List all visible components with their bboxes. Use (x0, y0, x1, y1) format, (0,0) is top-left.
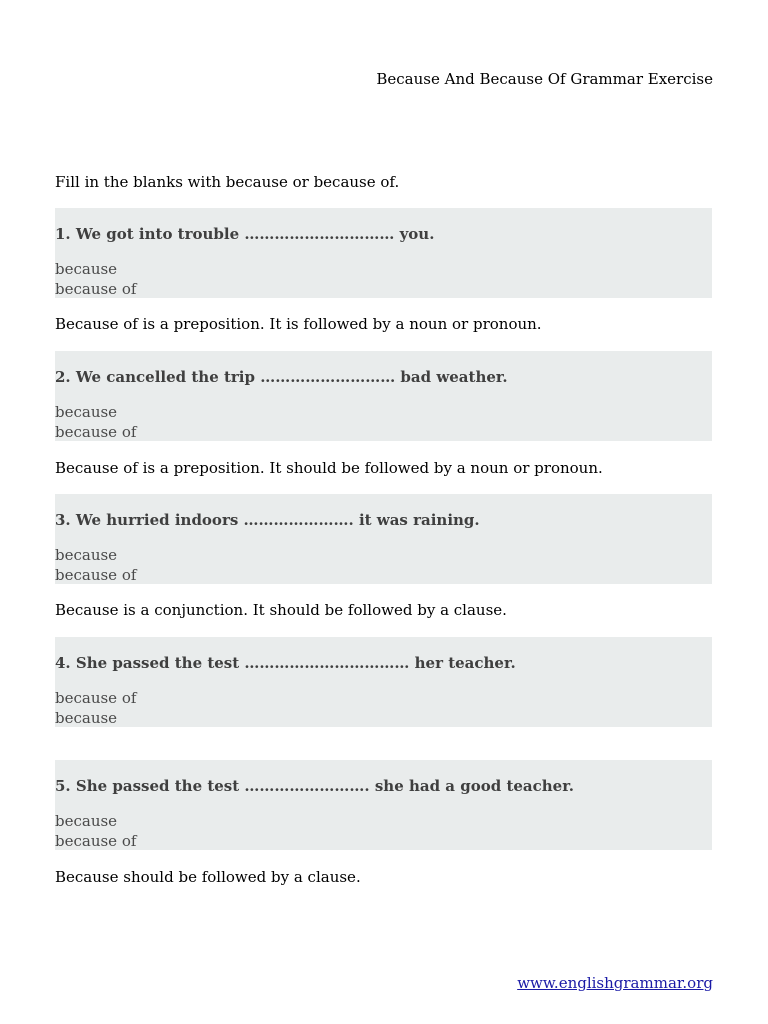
answer-option[interactable]: because of (55, 566, 137, 584)
answer-option[interactable]: because of (55, 832, 137, 850)
question-block-5 (55, 760, 712, 850)
answer-option[interactable]: because (55, 546, 118, 564)
explanation-text: Because of is a preposition. It is followed by a noun or pronoun. (55, 315, 542, 333)
explanation-text: Because is a conjunction. It should be followed by a clause. (55, 601, 507, 619)
answer-options (55, 259, 136, 299)
answer-option[interactable]: because (55, 709, 118, 727)
website-link[interactable]: www.englishgrammar.org (517, 974, 713, 992)
answer-options (55, 402, 136, 442)
question-text: 4. She passed the test …………………………… her teacher. (55, 654, 516, 672)
explanation-text: Because should be followed by a clause. (55, 868, 361, 886)
explanation-text: Because of is a preposition. It should be followed by a noun or pronoun. (55, 459, 603, 477)
answer-option[interactable]: because of (55, 280, 137, 298)
question-block-4 (55, 637, 712, 727)
answer-option[interactable]: because (55, 403, 118, 421)
answer-options (55, 811, 136, 851)
question-block-2 (55, 351, 712, 441)
answer-option[interactable]: because (55, 260, 118, 278)
instruction-text: Fill in the blanks with because or because of. (55, 173, 400, 191)
answer-options (55, 688, 136, 728)
answer-option[interactable]: because of (55, 689, 137, 707)
question-text: 2. We cancelled the trip ……………………… bad weather. (55, 368, 508, 386)
answer-option[interactable]: because (55, 812, 118, 830)
question-block-3 (55, 494, 712, 584)
question-text: 5. She passed the test ……………………. she had a good teacher. (55, 777, 574, 795)
question-text: 3. We hurried indoors …………………. it was raining. (55, 511, 480, 529)
answer-options (55, 545, 136, 585)
answer-option[interactable]: because of (55, 423, 137, 441)
question-text: 1. We got into trouble ………………………… you. (55, 225, 435, 243)
page-title: Because And Because Of Grammar Exercise (376, 70, 713, 88)
question-block-1 (55, 208, 712, 298)
